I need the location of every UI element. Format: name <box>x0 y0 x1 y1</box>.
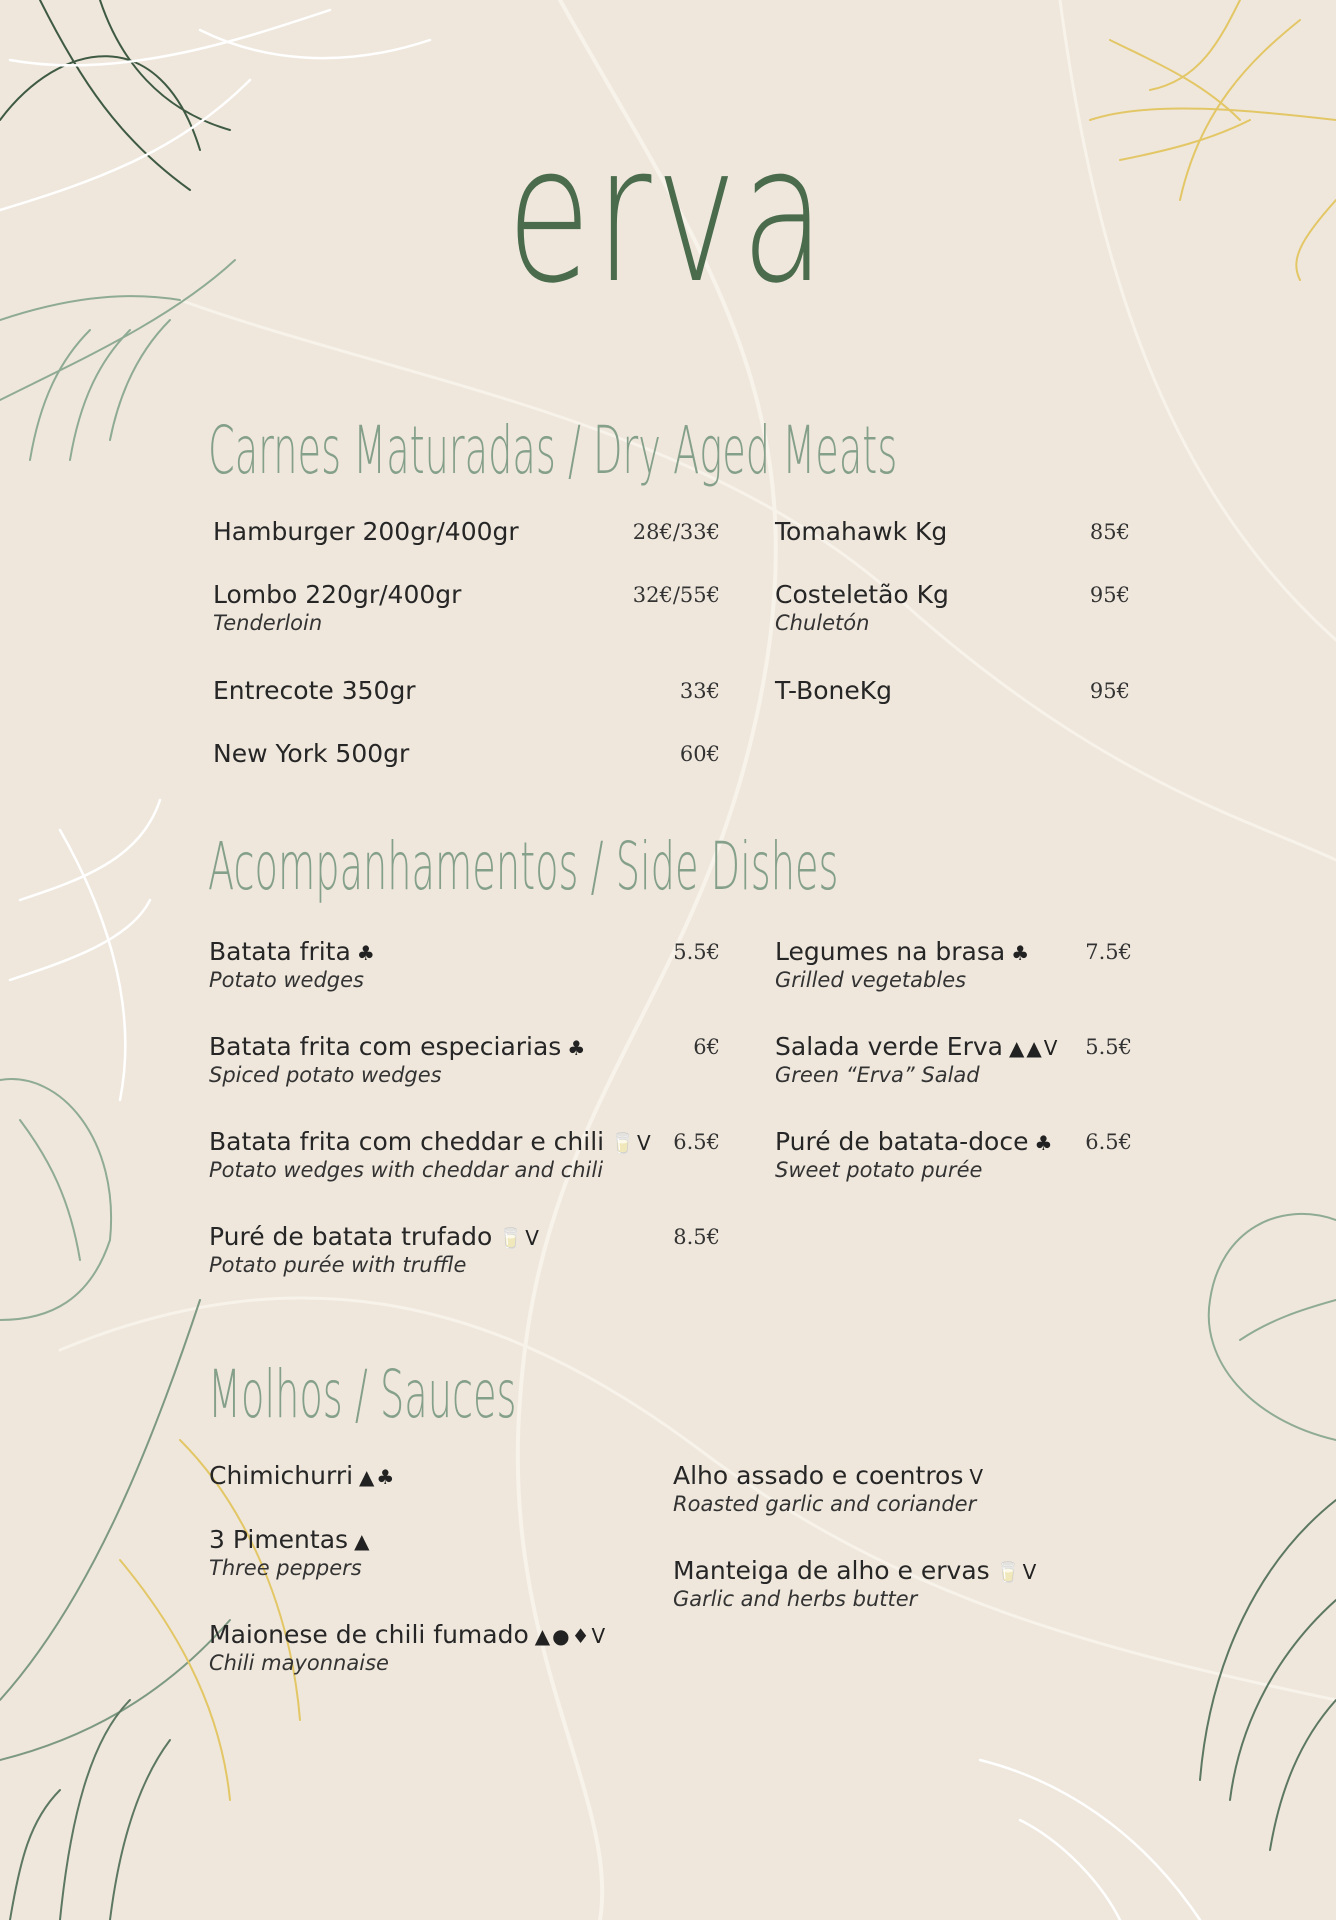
item-name: Chimichurri <box>209 1461 354 1490</box>
dietary-icons: ▲ <box>354 1529 372 1553</box>
menu-item <box>213 677 416 706</box>
brand-logo: erva <box>506 104 830 325</box>
item-name: Lombo 220gr/400gr <box>213 580 462 609</box>
item-price: 32€/55€ <box>632 583 720 607</box>
item-price: 5.5€ <box>673 940 720 964</box>
menu-item <box>775 518 947 547</box>
section-title-sides: Acompanhamentos / Side Dishes <box>208 828 839 905</box>
item-translation: Potato wedges with cheddar and chili <box>209 1157 604 1182</box>
menu-item <box>209 1621 607 1677</box>
menu-item <box>209 1462 396 1491</box>
item-name: Puré de batata-doce <box>775 1127 1029 1156</box>
item-price: 60€ <box>679 742 720 766</box>
item-price: 8.5€ <box>673 1225 720 1249</box>
item-name: Legumes na brasa <box>775 937 1006 966</box>
item-price: 7.5€ <box>1085 940 1132 964</box>
menu-item <box>673 1557 1038 1613</box>
item-name: Batata frita com especiarias <box>209 1032 562 1061</box>
item-name: New York 500gr <box>213 739 410 768</box>
item-name: Salada verde Erva <box>775 1032 1003 1061</box>
item-translation: Chili mayonnaise <box>209 1650 389 1675</box>
menu-item <box>209 938 377 994</box>
item-translation: Spiced potato wedges <box>209 1062 442 1087</box>
dietary-icons: V <box>969 1465 986 1489</box>
dietary-icons: ♣ <box>1034 1131 1055 1155</box>
section-title-sauces: Molhos / Sauces <box>208 1356 517 1433</box>
menu-item <box>775 1033 1059 1089</box>
item-price: 6€ <box>693 1035 720 1059</box>
item-price: 6.5€ <box>1085 1130 1132 1154</box>
menu-item <box>673 1462 985 1518</box>
menu-item <box>775 938 1031 994</box>
dietary-icons: ▲●♦V <box>534 1624 608 1648</box>
item-translation: Roasted garlic and coriander <box>673 1491 977 1516</box>
dietary-icons: ♣ <box>356 941 377 965</box>
item-price: 28€/33€ <box>632 520 720 544</box>
menu-item <box>775 677 892 706</box>
dietary-icons: 🥛V <box>610 1131 653 1155</box>
item-translation: Tenderloin <box>213 610 323 635</box>
item-translation: Chuletón <box>775 610 870 635</box>
menu-item <box>209 1526 371 1582</box>
item-translation: Sweet potato purée <box>775 1157 983 1182</box>
menu-item <box>213 518 519 547</box>
item-name: Alho assado e coentros <box>673 1461 964 1490</box>
item-translation: Green “Erva” Salad <box>775 1062 980 1087</box>
menu-item <box>209 1033 587 1089</box>
menu-item <box>209 1128 653 1184</box>
item-name: 3 Pimentas <box>209 1525 349 1554</box>
item-translation: Potato wedges <box>209 967 364 992</box>
item-name: T-BoneKg <box>775 676 893 705</box>
item-price: 85€ <box>1089 520 1130 544</box>
item-name: Costeletão Kg <box>775 580 949 609</box>
item-price: 95€ <box>1089 583 1130 607</box>
item-name: Entrecote 350gr <box>213 676 416 705</box>
item-price: 33€ <box>679 679 720 703</box>
menu-item <box>213 581 461 637</box>
item-translation: Grilled vegetables <box>775 967 967 992</box>
menu-item <box>775 581 949 637</box>
item-name: Manteiga de alho e ervas <box>673 1556 990 1585</box>
item-translation: Three peppers <box>209 1555 362 1580</box>
section-title-meats: Carnes Maturadas / Dry Aged Meats <box>208 412 898 489</box>
menu-item <box>213 740 409 769</box>
dietary-icons: 🥛V <box>995 1560 1039 1584</box>
menu-item <box>775 1128 1054 1184</box>
item-name: Batata frita <box>209 937 351 966</box>
item-name: Maionese de chili fumado <box>209 1620 529 1649</box>
dietary-icons: ▲♣ <box>359 1465 397 1489</box>
item-name: Tomahawk Kg <box>775 517 948 546</box>
item-translation: Potato purée with truffle <box>209 1252 467 1277</box>
item-name: Puré de batata trufado <box>209 1222 493 1251</box>
item-price: 5.5€ <box>1085 1035 1132 1059</box>
dietary-icons: ♣ <box>1011 941 1032 965</box>
dietary-icons: ♣ <box>567 1036 588 1060</box>
item-price: 6.5€ <box>673 1130 720 1154</box>
item-name: Batata frita com cheddar e chili <box>209 1127 605 1156</box>
dietary-icons: 🥛V <box>498 1226 541 1250</box>
menu-item <box>209 1223 541 1279</box>
item-translation: Garlic and herbs butter <box>673 1586 918 1611</box>
item-name: Hamburger 200gr/400gr <box>213 517 519 546</box>
dietary-icons: ▲▲V <box>1009 1036 1060 1060</box>
item-price: 95€ <box>1089 679 1130 703</box>
